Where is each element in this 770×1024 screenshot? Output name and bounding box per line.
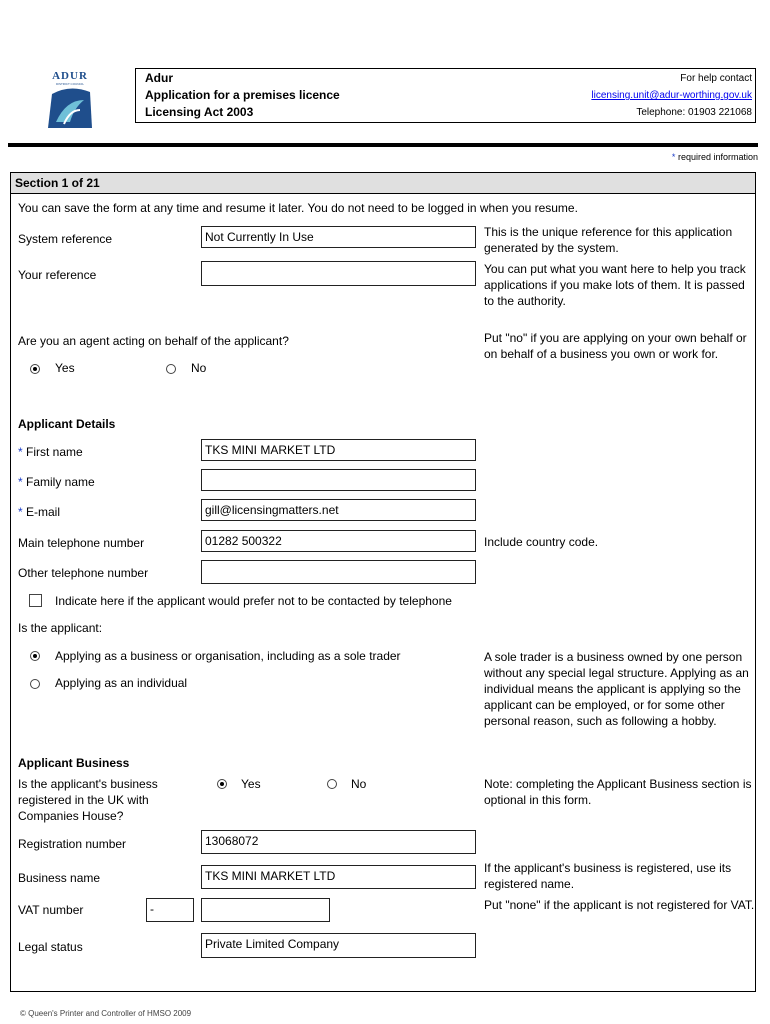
logo-subtext: DISTRICT COUNCIL xyxy=(55,82,85,86)
required-star: * xyxy=(18,505,23,519)
no-phone-contact-label: Indicate here if the applicant would prefer not to be contacted by telephone xyxy=(55,594,452,608)
main-phone-input[interactable]: 01282 500322 xyxy=(201,530,476,552)
applicant-type-individual-radio[interactable] xyxy=(30,679,40,689)
family-name-input[interactable] xyxy=(201,469,476,491)
required-info-note xyxy=(672,152,758,162)
header-divider xyxy=(8,143,758,147)
vat-number-input[interactable] xyxy=(201,898,330,922)
applicant-type-individual-label: Applying as an individual xyxy=(55,676,188,690)
registration-number-label: Registration number xyxy=(18,837,127,851)
applicant-type-business-radio[interactable] xyxy=(30,651,40,661)
adur-logo xyxy=(44,70,96,130)
first-name-label xyxy=(18,445,83,459)
other-phone-input[interactable] xyxy=(201,560,476,584)
applicant-type-note: A sole trader is a business owned by one person without any special legal structure. Applying as an individual means the applicant is applying so the applicant can be employed, or for some other personal reason, such as following a hobby. xyxy=(484,650,749,728)
registered-no-label: No xyxy=(351,777,367,791)
family-name-label xyxy=(18,475,95,489)
business-name-label: Business name xyxy=(18,871,101,885)
registration-number-input[interactable]: 13068072 xyxy=(201,830,476,854)
header-title xyxy=(145,70,340,121)
main-phone-note: Include country code. xyxy=(484,535,599,549)
help-contact xyxy=(591,70,752,121)
registered-question: Is the applicant's business registered in the UK with Companies House? xyxy=(18,777,158,823)
other-phone-label: Other telephone number xyxy=(18,566,149,580)
agent-note: Put "no" if you are applying on your own behalf or on behalf of a business you own or work for. xyxy=(484,331,747,361)
help-phone: Telephone: 01903 221068 xyxy=(636,107,752,118)
applicant-details-heading: Applicant Details xyxy=(18,417,116,431)
required-star: * xyxy=(671,152,676,162)
email-input[interactable]: gill@licensingmatters.net xyxy=(201,499,476,521)
required-star: * xyxy=(18,475,23,489)
agent-yes-label: Yes xyxy=(55,361,75,375)
help-email-link[interactable]: licensing.unit@adur-worthing.gov.uk xyxy=(591,90,752,101)
first-name-input[interactable]: TKS MINI MARKET LTD xyxy=(201,439,476,461)
section-title: Section 1 of 21 xyxy=(15,176,100,190)
applicant-type-business-label: Applying as a business or organisation, including as a sole trader xyxy=(55,649,401,663)
first-name-label-text: First name xyxy=(26,445,83,459)
registered-yes-radio[interactable] xyxy=(217,779,227,789)
registered-note: Note: completing the Applicant Business section is optional in this form. xyxy=(484,777,752,807)
form-title: Application for a premises licence xyxy=(145,88,340,102)
applicant-business-heading: Applicant Business xyxy=(18,756,130,770)
section-header xyxy=(11,173,755,194)
system-reference-field: Not Currently In Use xyxy=(201,226,476,248)
your-reference-note: You can put what you want here to help you track applications if you make lots of them. It is passed to the authority. xyxy=(484,262,746,308)
family-name-label-text: Family name xyxy=(26,475,95,489)
system-reference-note: This is the unique reference for this application generated by the system. xyxy=(484,225,733,255)
agent-yes-radio[interactable] xyxy=(30,364,40,374)
act-title: Licensing Act 2003 xyxy=(145,105,254,119)
business-name-input[interactable]: TKS MINI MARKET LTD xyxy=(201,865,476,889)
main-phone-label: Main telephone number xyxy=(18,536,145,550)
required-star: * xyxy=(18,445,23,459)
required-text: required information xyxy=(677,152,758,162)
your-reference-input[interactable] xyxy=(201,261,476,286)
logo-text: ADUR xyxy=(52,70,88,82)
system-reference-label: System reference xyxy=(18,232,113,246)
email-label xyxy=(18,505,60,519)
logo-emblem-icon xyxy=(44,70,96,130)
legal-status-input[interactable]: Private Limited Company xyxy=(201,933,476,958)
registered-yes-label: Yes xyxy=(241,777,261,791)
agent-no-label: No xyxy=(191,361,207,375)
email-label-text: E-mail xyxy=(26,505,61,519)
is-applicant-label: Is the applicant: xyxy=(18,621,103,635)
vat-label: VAT number xyxy=(18,903,84,917)
agent-question: Are you an agent acting on behalf of the applicant? xyxy=(18,334,289,348)
copyright-footer: © Queen's Printer and Controller of HMSO 2009 xyxy=(20,1009,192,1018)
authority-name: Adur xyxy=(145,71,173,85)
no-phone-contact-checkbox[interactable] xyxy=(29,594,42,607)
vat-prefix-input[interactable]: - xyxy=(146,898,194,922)
help-label: For help contact xyxy=(680,73,752,84)
section-intro: You can save the form at any time and resume it later. You do not need to be logged in when you resume. xyxy=(18,201,578,215)
registered-no-radio[interactable] xyxy=(327,779,337,789)
agent-no-radio[interactable] xyxy=(166,364,176,374)
vat-note: Put "none" if the applicant is not registered for VAT. xyxy=(484,898,755,912)
legal-status-label: Legal status xyxy=(18,940,83,954)
your-reference-label: Your reference xyxy=(18,268,97,282)
business-name-note: If the applicant's business is registered, use its registered name. xyxy=(484,861,732,891)
